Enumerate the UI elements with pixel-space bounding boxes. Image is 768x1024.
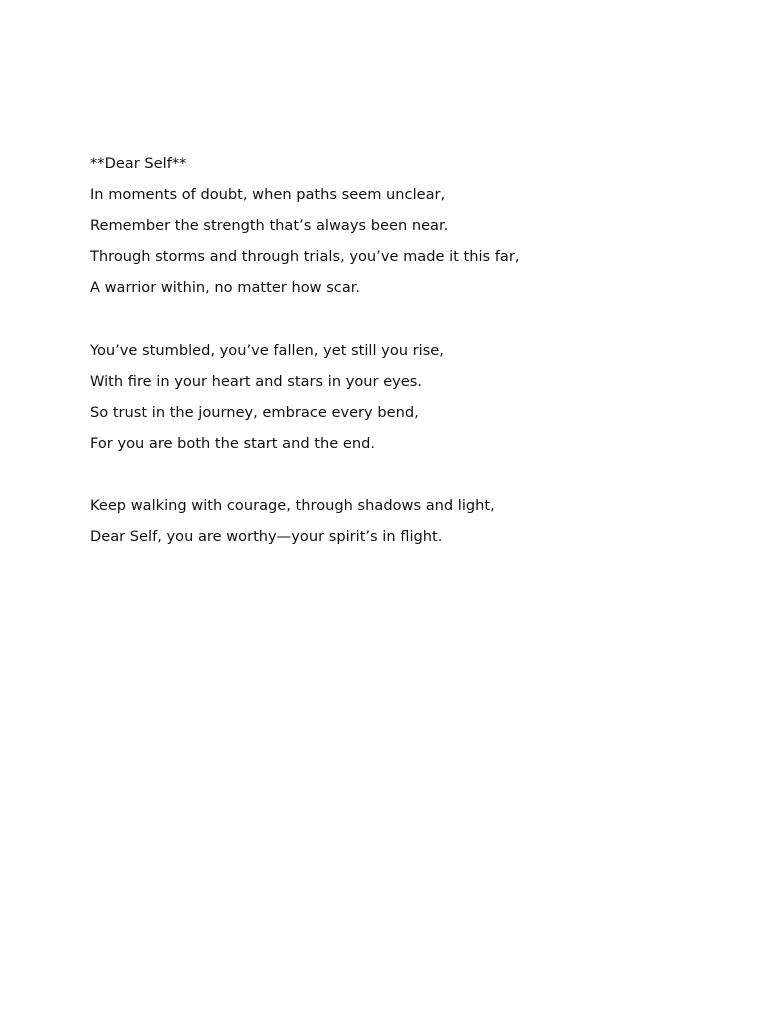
stanza-break xyxy=(90,461,730,492)
poem-line: Remember the strength that’s always been near. xyxy=(90,217,449,235)
poem-line: With fire in your heart and stars in your eyes. xyxy=(90,372,423,390)
poem-line: Through storms and through trials, you’ve made it this far, xyxy=(90,248,520,266)
poem-line: You’ve stumbled, you’ve fallen, yet still you rise, xyxy=(90,341,444,359)
poem xyxy=(90,150,730,554)
poem-title: **Dear Self** xyxy=(90,155,187,172)
poem-line: A warrior within, no matter how scar. xyxy=(90,279,361,297)
poem-line: For you are both the start and the end. xyxy=(90,434,375,452)
poem-line: Keep walking with courage, through shadows and light, xyxy=(90,497,495,515)
poem-line: So trust in the journey, embrace every bend, xyxy=(90,403,419,421)
poem-line: Dear Self, you are worthy—your spirit’s in flight. xyxy=(90,528,443,546)
poem-line: In moments of doubt, when paths seem unclear, xyxy=(90,186,446,204)
stanza-break xyxy=(90,305,730,336)
